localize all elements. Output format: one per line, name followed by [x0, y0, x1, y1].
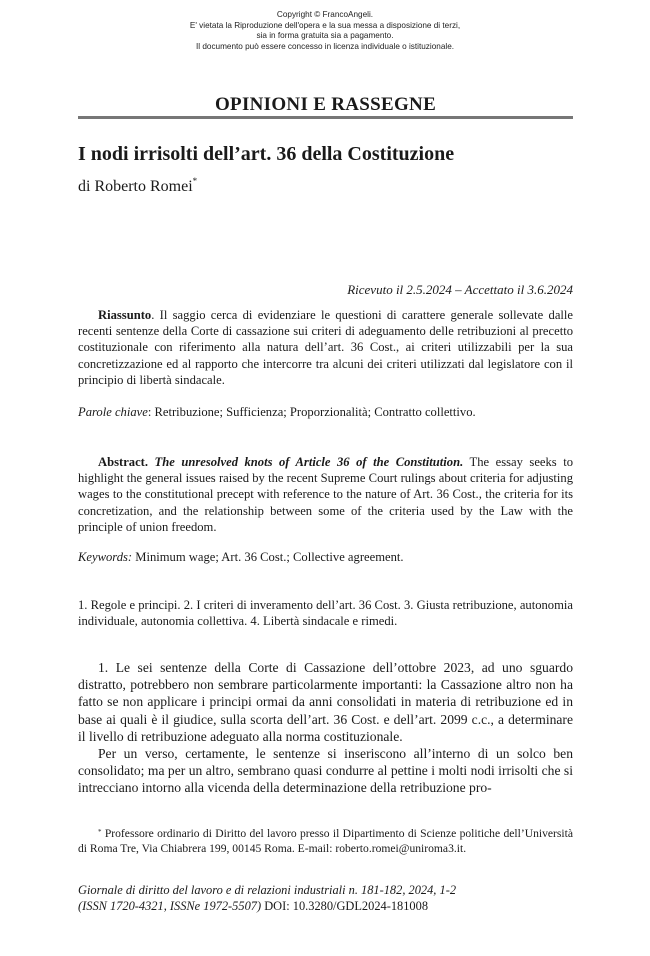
author-footnote-mark: * — [192, 176, 198, 186]
footnote-mark: * — [98, 828, 102, 836]
keywords-paragraph — [78, 549, 573, 565]
section-heading: OPINIONI E RASSEGNE — [214, 94, 437, 115]
journal-doi: DOI: 10.3280/GDL2024-181008 — [261, 899, 429, 913]
parole-chiave-paragraph — [78, 404, 573, 420]
author-line — [78, 178, 197, 196]
table-of-contents: 1. Regole e principi. 2. I criteri di inveramento dell’art. 36 Cost. 3. Giusta retribuzione, autonomia individuale, autonomia collettiva. 4. Libertà sindacale e rimedi. — [78, 598, 573, 629]
copyright-line-2: E' vietata la Riproduzione dell'opera e la sua messa a disposizione di terzi, — [189, 20, 461, 30]
footnote-text: Professore ordinario di Diritto del lavoro presso il Dipartimento di Scienze politiche dell’Università di Roma Tre, Via Chiabrera 199, 00145 Roma. E-mail: roberto.romei@uniroma3.it. — [78, 827, 573, 855]
keywords-text: Minimum wage; Art. 36 Cost.; Collective agreement. — [132, 550, 404, 564]
section-divider — [78, 116, 573, 119]
abstract-paragraph — [78, 454, 573, 535]
parole-chiave-label: Parole chiave — [78, 405, 148, 419]
journal-citation — [78, 882, 573, 914]
body-text — [78, 659, 573, 797]
footnote — [78, 826, 573, 856]
copyright-line-3: sia in forma gratuita sia a pagamento. — [256, 31, 394, 41]
abstract-title: The unresolved knots of Article 36 of the Constitution. — [154, 455, 464, 469]
journal-identifiers — [78, 898, 573, 914]
parole-chiave-text: : Retribuzione; Sufficienza; Proporzionalità; Contratto collettivo. — [147, 405, 476, 419]
riassunto-text: . Il saggio cerca di evidenziare le questioni di carattere generale sollevate dalle recenti sentenze della Corte di cassazione sui criteri di adeguamento delle retribuzioni al precetto costituzionale con riferimento alla natura dell’art. 36 Cost., ai criteri utilizzabili per la sua concretizzazione ed al rapporto che intercorre tra alcuni dei criteri utilizzati dal legislatore con il principio di libertà sindacale. — [78, 308, 573, 387]
abstract-label: Abstract. — [98, 455, 149, 469]
body-paragraph-2: Per un verso, certamente, le sentenze si inseriscono all’interno di un solco ben consolidato; ma per un altro, sembrano quasi condurre al pettine i molti nodi irrisolti che si intrecciano intorno alla vicenda della determinazione della retribuzione pro- — [78, 746, 573, 796]
keywords-label: Keywords: — [78, 550, 133, 564]
journal-name: Giornale di diritto del lavoro e di relazioni industriali n. 181-182, 2024, 1-2 — [78, 883, 457, 897]
riassunto-paragraph — [78, 307, 573, 388]
copyright-notice — [0, 10, 650, 52]
body-paragraph-1: 1. Le sei sentenze della Corte di Cassazione dell’ottobre 2023, ad uno sguardo distratto, potrebbero non sembrare particolarmente importanti: la Cassazione altro non ha fatto se non applicare i principi ormai da anni consolidati in materia di retribuzione ed in base ai quali è il giudice, sulla scorta dell’art. 36 Cost. e dell’art. 2099 c.c., a determinare il livello di retribuzione adeguato alla norma costituzionale. — [78, 660, 573, 744]
copyright-line-4: Il documento può essere concesso in licenza individuale o istituzionale. — [195, 41, 455, 51]
received-dates: Ricevuto il 2.5.2024 – Accettato il 3.6.2024 — [347, 282, 573, 297]
author-name: di Roberto Romei — [78, 178, 193, 195]
abstract-text: The essay seeks to highlight the general issues raised by the recent Supreme Court rulings about criteria for adjusting wages to the constitutional precept with reference to the nature of Art. 36 Cost., the criteria for its concretization, and the relationship between some of the criteria used by the Law with the principle of union freedom. — [78, 455, 573, 534]
riassunto-label: Riassunto — [98, 308, 152, 322]
article-title: I nodi irrisolti dell’art. 36 della Costituzione — [78, 143, 455, 165]
copyright-line-1: Copyright © FrancoAngeli. — [276, 10, 374, 19]
journal-issn: (ISSN 1720-4321, ISSNe 1972-5507) — [78, 899, 262, 913]
